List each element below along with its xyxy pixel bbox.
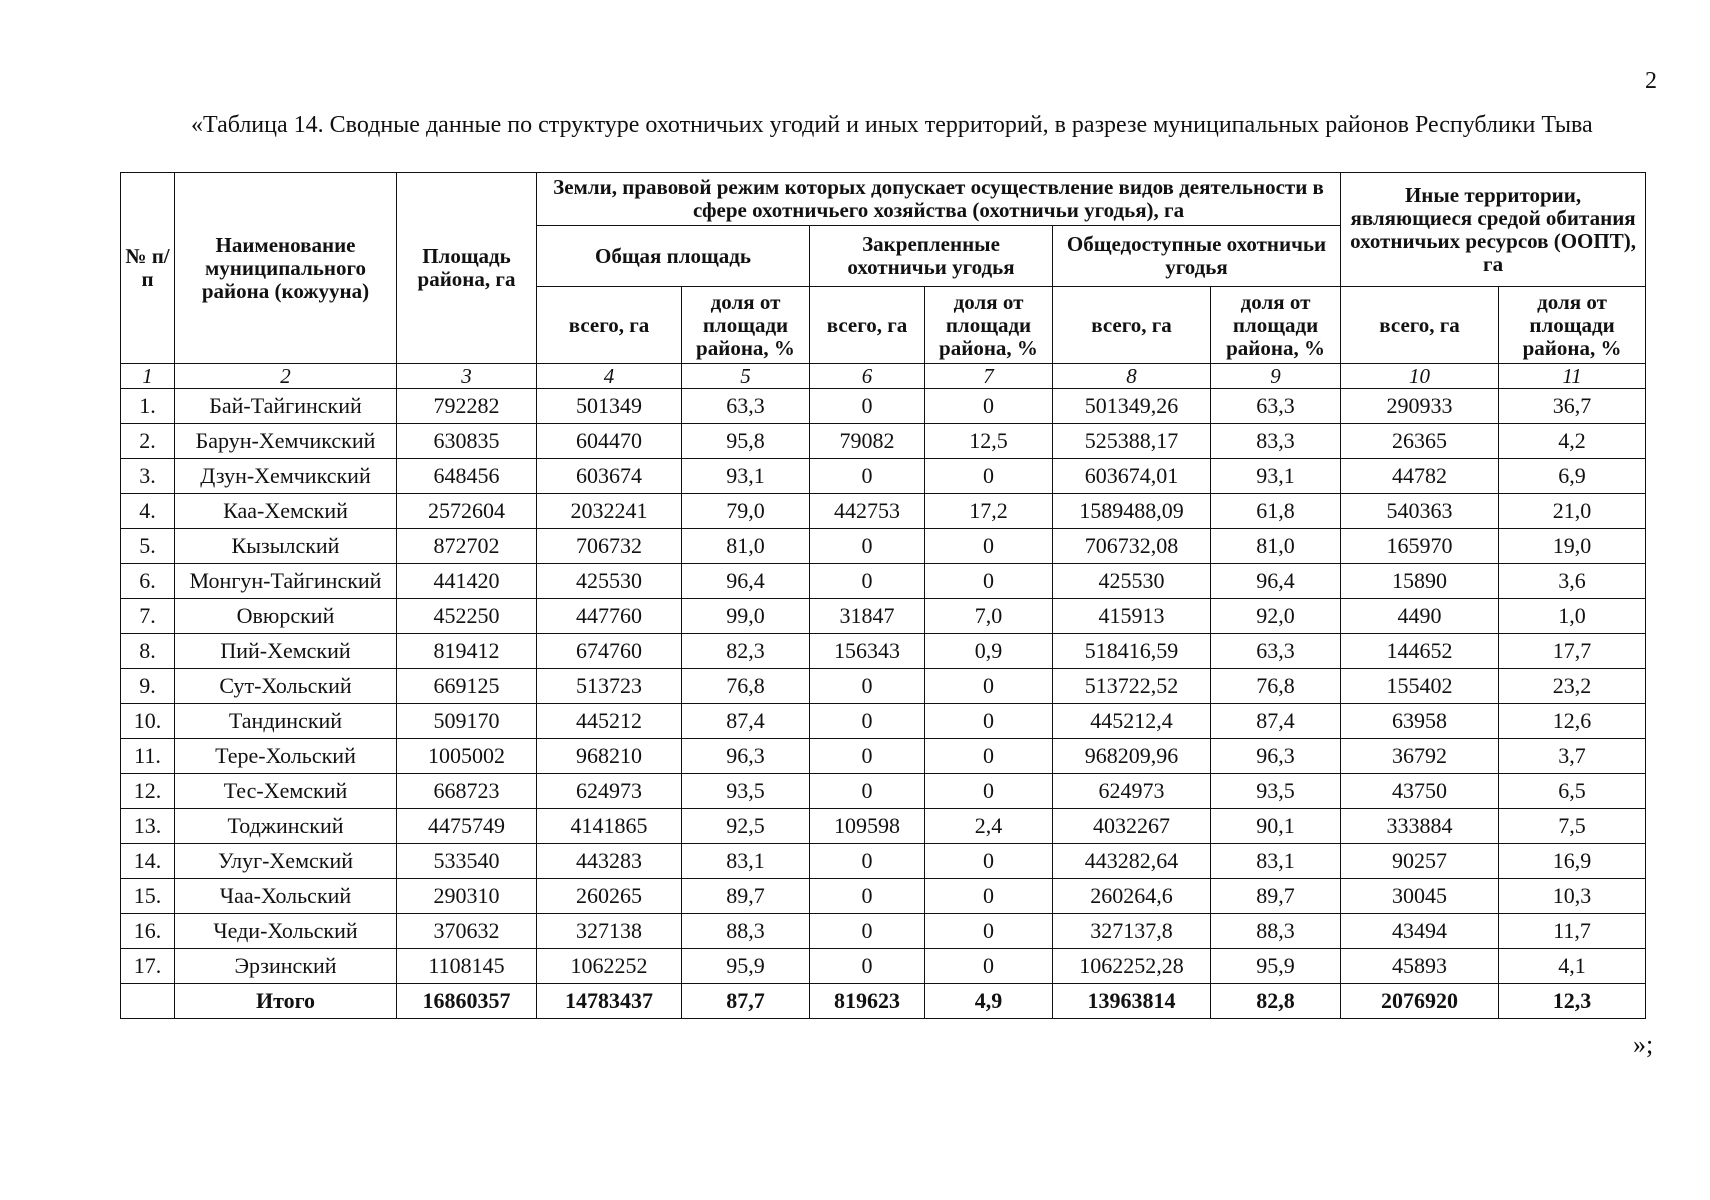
row-number: 7. <box>121 599 175 634</box>
row-number: 6. <box>121 564 175 599</box>
district-area: 669125 <box>397 669 537 704</box>
assigned-share: 0 <box>925 459 1053 494</box>
table-row <box>121 529 1646 564</box>
public-ha: 1062252,28 <box>1053 949 1211 984</box>
table-row <box>121 704 1646 739</box>
district-area: 509170 <box>397 704 537 739</box>
public-share: 88,3 <box>1211 914 1341 949</box>
district-name: Овюрский <box>175 599 397 634</box>
total-ha: 260265 <box>537 879 682 914</box>
column-number: 5 <box>682 364 810 389</box>
public-share: 93,1 <box>1211 459 1341 494</box>
column-number: 7 <box>925 364 1053 389</box>
district-name: Тес-Хемский <box>175 774 397 809</box>
assigned-ha: 0 <box>810 844 925 879</box>
assigned-share: 0 <box>925 844 1053 879</box>
other-ha: 333884 <box>1341 809 1499 844</box>
district-name: Кызылский <box>175 529 397 564</box>
district-area: 452250 <box>397 599 537 634</box>
public-share: 95,9 <box>1211 949 1341 984</box>
district-area: 1005002 <box>397 739 537 774</box>
table-row <box>121 494 1646 529</box>
district-name: Чеди-Хольский <box>175 914 397 949</box>
total-share: 82,3 <box>682 634 810 669</box>
public-ha: 260264,6 <box>1053 879 1211 914</box>
total-share: 99,0 <box>682 599 810 634</box>
header-hunting-lands: Земли, правовой режим которых допускает осуществление видов деятельности в сфере охотничьего хозяйства (охотничьи угодья), га <box>537 173 1341 226</box>
total-share: 95,9 <box>682 949 810 984</box>
district-name: Каа-Хемский <box>175 494 397 529</box>
table-row <box>121 424 1646 459</box>
public-share: 63,3 <box>1211 389 1341 424</box>
public-share: 89,7 <box>1211 879 1341 914</box>
other-share: 10,3 <box>1499 879 1646 914</box>
public-ha: 443282,64 <box>1053 844 1211 879</box>
other-share: 12,3 <box>1499 984 1646 1019</box>
district-area: 648456 <box>397 459 537 494</box>
public-ha: 624973 <box>1053 774 1211 809</box>
other-ha: 15890 <box>1341 564 1499 599</box>
assigned-share: 0 <box>925 879 1053 914</box>
header-other-territories: Иные территории, являющиеся средой обитания охотничьих ресурсов (ООПТ), га <box>1341 173 1646 287</box>
other-ha: 2076920 <box>1341 984 1499 1019</box>
public-ha: 445212,4 <box>1053 704 1211 739</box>
assigned-ha: 819623 <box>810 984 925 1019</box>
header-share: доля от площади района, % <box>1211 287 1341 364</box>
public-ha: 327137,8 <box>1053 914 1211 949</box>
row-number: 11. <box>121 739 175 774</box>
assigned-share: 7,0 <box>925 599 1053 634</box>
assigned-ha: 0 <box>810 704 925 739</box>
total-share: 63,3 <box>682 389 810 424</box>
other-share: 11,7 <box>1499 914 1646 949</box>
district-area: 370632 <box>397 914 537 949</box>
header-assigned-lands: Закрепленные охотничьи угодья <box>810 226 1053 287</box>
other-share: 17,7 <box>1499 634 1646 669</box>
table-row <box>121 774 1646 809</box>
row-number: 1. <box>121 389 175 424</box>
district-area: 872702 <box>397 529 537 564</box>
total-share: 81,0 <box>682 529 810 564</box>
other-share: 7,5 <box>1499 809 1646 844</box>
total-ha: 443283 <box>537 844 682 879</box>
row-number: 17. <box>121 949 175 984</box>
assigned-share: 0 <box>925 389 1053 424</box>
other-share: 1,0 <box>1499 599 1646 634</box>
public-ha: 706732,08 <box>1053 529 1211 564</box>
district-area: 441420 <box>397 564 537 599</box>
assigned-share: 0 <box>925 949 1053 984</box>
table-row <box>121 879 1646 914</box>
row-number: 12. <box>121 774 175 809</box>
table-row <box>121 669 1646 704</box>
table-row <box>121 914 1646 949</box>
public-share: 83,3 <box>1211 424 1341 459</box>
other-ha: 165970 <box>1341 529 1499 564</box>
total-ha: 513723 <box>537 669 682 704</box>
district-name: Барун-Хемчикский <box>175 424 397 459</box>
district-name: Чаа-Хольский <box>175 879 397 914</box>
other-ha: 155402 <box>1341 669 1499 704</box>
total-ha: 624973 <box>537 774 682 809</box>
column-number: 6 <box>810 364 925 389</box>
assigned-ha: 0 <box>810 564 925 599</box>
district-name: Улуг-Хемский <box>175 844 397 879</box>
total-ha: 674760 <box>537 634 682 669</box>
other-share: 23,2 <box>1499 669 1646 704</box>
header-total-ha: всего, га <box>537 287 682 364</box>
total-share: 96,3 <box>682 739 810 774</box>
other-share: 12,6 <box>1499 704 1646 739</box>
column-number: 4 <box>537 364 682 389</box>
total-ha: 445212 <box>537 704 682 739</box>
row-number: 16. <box>121 914 175 949</box>
other-share: 36,7 <box>1499 389 1646 424</box>
assigned-share: 0,9 <box>925 634 1053 669</box>
public-share: 92,0 <box>1211 599 1341 634</box>
assigned-share: 12,5 <box>925 424 1053 459</box>
header-district-name: Наименование муниципального района (кожууна) <box>175 173 397 364</box>
header-total-ha: всего, га <box>810 287 925 364</box>
district-name: Тоджинский <box>175 809 397 844</box>
district-name: Тандинский <box>175 704 397 739</box>
table-row <box>121 739 1646 774</box>
other-ha: 63958 <box>1341 704 1499 739</box>
district-area: 819412 <box>397 634 537 669</box>
public-ha: 4032267 <box>1053 809 1211 844</box>
table-row <box>121 389 1646 424</box>
public-share: 76,8 <box>1211 669 1341 704</box>
district-name: Сут-Хольский <box>175 669 397 704</box>
assigned-share: 0 <box>925 669 1053 704</box>
other-share: 4,2 <box>1499 424 1646 459</box>
district-name: Тере-Хольский <box>175 739 397 774</box>
total-ha: 425530 <box>537 564 682 599</box>
other-ha: 36792 <box>1341 739 1499 774</box>
column-number: 8 <box>1053 364 1211 389</box>
assigned-ha: 0 <box>810 914 925 949</box>
total-share: 93,1 <box>682 459 810 494</box>
assigned-ha: 0 <box>810 389 925 424</box>
total-share: 83,1 <box>682 844 810 879</box>
assigned-share: 0 <box>925 739 1053 774</box>
row-number: 2. <box>121 424 175 459</box>
column-number: 2 <box>175 364 397 389</box>
row-number: 4. <box>121 494 175 529</box>
assigned-share: 0 <box>925 564 1053 599</box>
public-ha: 13963814 <box>1053 984 1211 1019</box>
public-share: 83,1 <box>1211 844 1341 879</box>
other-ha: 90257 <box>1341 844 1499 879</box>
total-share: 89,7 <box>682 879 810 914</box>
assigned-ha: 0 <box>810 669 925 704</box>
assigned-ha: 0 <box>810 739 925 774</box>
total-share: 88,3 <box>682 914 810 949</box>
other-ha: 45893 <box>1341 949 1499 984</box>
assigned-ha: 31847 <box>810 599 925 634</box>
total-share: 92,5 <box>682 809 810 844</box>
row-number <box>121 984 175 1019</box>
public-share: 61,8 <box>1211 494 1341 529</box>
assigned-ha: 0 <box>810 879 925 914</box>
header-total-area: Общая площадь <box>537 226 810 287</box>
assigned-ha: 0 <box>810 774 925 809</box>
public-share: 82,8 <box>1211 984 1341 1019</box>
district-name: Монгун-Тайгинский <box>175 564 397 599</box>
row-number: 5. <box>121 529 175 564</box>
table-row <box>121 459 1646 494</box>
public-share: 81,0 <box>1211 529 1341 564</box>
other-share: 21,0 <box>1499 494 1646 529</box>
other-share: 19,0 <box>1499 529 1646 564</box>
assigned-ha: 0 <box>810 949 925 984</box>
district-area: 4475749 <box>397 809 537 844</box>
public-share: 96,3 <box>1211 739 1341 774</box>
assigned-share: 0 <box>925 774 1053 809</box>
total-share: 87,7 <box>682 984 810 1019</box>
other-ha: 540363 <box>1341 494 1499 529</box>
other-share: 6,9 <box>1499 459 1646 494</box>
public-ha: 603674,01 <box>1053 459 1211 494</box>
header-public-lands: Общедоступные охотничьи угодья <box>1053 226 1341 287</box>
district-area: 668723 <box>397 774 537 809</box>
table-row <box>121 844 1646 879</box>
table-row <box>121 599 1646 634</box>
district-name: Бай-Тайгинский <box>175 389 397 424</box>
total-ha: 968210 <box>537 739 682 774</box>
district-area: 2572604 <box>397 494 537 529</box>
district-name: Эрзинский <box>175 949 397 984</box>
other-ha: 26365 <box>1341 424 1499 459</box>
public-ha: 525388,17 <box>1053 424 1211 459</box>
total-share: 95,8 <box>682 424 810 459</box>
other-ha: 43494 <box>1341 914 1499 949</box>
hunting-lands-table <box>120 172 1646 1019</box>
header-total-ha: всего, га <box>1053 287 1211 364</box>
other-share: 3,7 <box>1499 739 1646 774</box>
row-number: 9. <box>121 669 175 704</box>
district-name: Итого <box>175 984 397 1019</box>
header-district-area: Площадь района, га <box>397 173 537 364</box>
table-row <box>121 564 1646 599</box>
column-number: 11 <box>1499 364 1646 389</box>
district-area: 290310 <box>397 879 537 914</box>
district-area: 1108145 <box>397 949 537 984</box>
header-number: № п/п <box>121 173 175 364</box>
total-ha: 501349 <box>537 389 682 424</box>
assigned-ha: 0 <box>810 529 925 564</box>
public-share: 93,5 <box>1211 774 1341 809</box>
district-area: 792282 <box>397 389 537 424</box>
row-number: 14. <box>121 844 175 879</box>
total-ha: 447760 <box>537 599 682 634</box>
total-share: 93,5 <box>682 774 810 809</box>
total-row <box>121 984 1646 1019</box>
district-name: Дзун-Хемчикский <box>175 459 397 494</box>
table-row <box>121 949 1646 984</box>
assigned-ha: 442753 <box>810 494 925 529</box>
assigned-ha: 156343 <box>810 634 925 669</box>
other-share: 4,1 <box>1499 949 1646 984</box>
column-numbers-row <box>121 364 1646 389</box>
row-number: 8. <box>121 634 175 669</box>
column-number: 10 <box>1341 364 1499 389</box>
public-share: 96,4 <box>1211 564 1341 599</box>
district-area: 630835 <box>397 424 537 459</box>
other-ha: 43750 <box>1341 774 1499 809</box>
page-number: 2 <box>1645 68 1657 94</box>
public-ha: 425530 <box>1053 564 1211 599</box>
district-area: 16860357 <box>397 984 537 1019</box>
assigned-share: 0 <box>925 704 1053 739</box>
other-ha: 44782 <box>1341 459 1499 494</box>
other-share: 6,5 <box>1499 774 1646 809</box>
table-caption: «Таблица 14. Сводные данные по структуре охотничьих угодий и иных территорий, в разрезе муниципальных районов Республики Тыва <box>191 112 1593 138</box>
row-number: 13. <box>121 809 175 844</box>
assigned-share: 4,9 <box>925 984 1053 1019</box>
public-ha: 1589488,09 <box>1053 494 1211 529</box>
table-row <box>121 634 1646 669</box>
public-ha: 968209,96 <box>1053 739 1211 774</box>
other-share: 16,9 <box>1499 844 1646 879</box>
header-share: доля от площади района, % <box>1499 287 1646 364</box>
total-ha: 603674 <box>537 459 682 494</box>
row-number: 10. <box>121 704 175 739</box>
total-share: 96,4 <box>682 564 810 599</box>
total-ha: 327138 <box>537 914 682 949</box>
other-ha: 290933 <box>1341 389 1499 424</box>
assigned-share: 2,4 <box>925 809 1053 844</box>
public-share: 87,4 <box>1211 704 1341 739</box>
total-ha: 14783437 <box>537 984 682 1019</box>
row-number: 3. <box>121 459 175 494</box>
assigned-share: 17,2 <box>925 494 1053 529</box>
district-area: 533540 <box>397 844 537 879</box>
assigned-ha: 0 <box>810 459 925 494</box>
closing-quote: »; <box>1633 1030 1654 1059</box>
public-ha: 501349,26 <box>1053 389 1211 424</box>
public-share: 90,1 <box>1211 809 1341 844</box>
assigned-share: 0 <box>925 914 1053 949</box>
assigned-ha: 109598 <box>810 809 925 844</box>
public-ha: 518416,59 <box>1053 634 1211 669</box>
total-ha: 4141865 <box>537 809 682 844</box>
total-share: 79,0 <box>682 494 810 529</box>
total-ha: 706732 <box>537 529 682 564</box>
other-ha: 144652 <box>1341 634 1499 669</box>
row-number: 15. <box>121 879 175 914</box>
public-ha: 415913 <box>1053 599 1211 634</box>
public-share: 63,3 <box>1211 634 1341 669</box>
column-number: 1 <box>121 364 175 389</box>
total-ha: 1062252 <box>537 949 682 984</box>
total-share: 87,4 <box>682 704 810 739</box>
other-share: 3,6 <box>1499 564 1646 599</box>
public-ha: 513722,52 <box>1053 669 1211 704</box>
header-total-ha: всего, га <box>1341 287 1499 364</box>
table-row <box>121 809 1646 844</box>
total-ha: 2032241 <box>537 494 682 529</box>
assigned-ha: 79082 <box>810 424 925 459</box>
other-ha: 30045 <box>1341 879 1499 914</box>
district-name: Пий-Хемский <box>175 634 397 669</box>
total-ha: 604470 <box>537 424 682 459</box>
other-ha: 4490 <box>1341 599 1499 634</box>
header-share: доля от площади района, % <box>682 287 810 364</box>
column-number: 3 <box>397 364 537 389</box>
column-number: 9 <box>1211 364 1341 389</box>
total-share: 76,8 <box>682 669 810 704</box>
assigned-share: 0 <box>925 529 1053 564</box>
header-share: доля от площади района, % <box>925 287 1053 364</box>
